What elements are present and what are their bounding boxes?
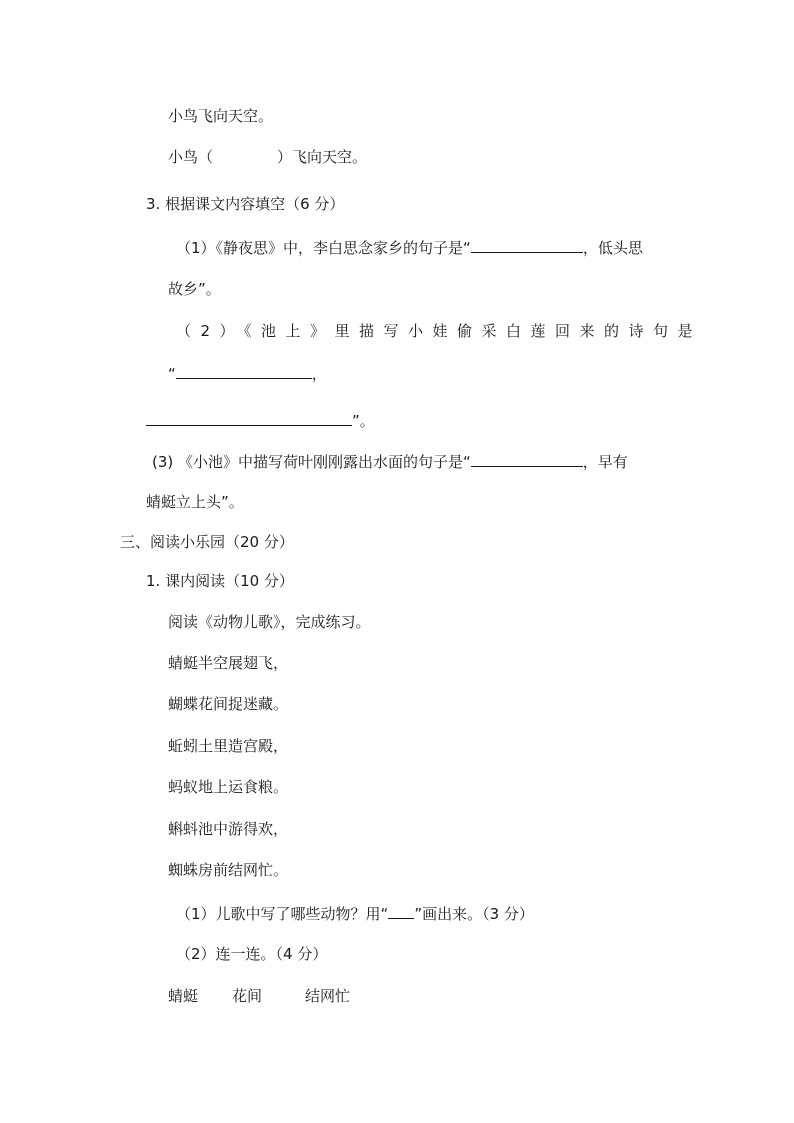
poem-line: 蚯蚓土里造宫殿， bbox=[168, 737, 289, 755]
fill-blank-bird bbox=[168, 147, 367, 167]
question-3-3 bbox=[152, 451, 628, 472]
poem-line: 蜘蛛房前结网忙。 bbox=[168, 861, 289, 879]
section-3-heading: 三、阅读小乐园（20 分） bbox=[120, 533, 294, 551]
question-3-1-suffix: ，低头思 bbox=[582, 239, 643, 257]
question-3-2: （2）《池上》里描写小娃偷采白莲回来的诗句是 bbox=[176, 322, 703, 340]
poem-line: 蝌蚪池中游得欢， bbox=[168, 820, 289, 838]
question-3-2-line2 bbox=[146, 410, 375, 431]
close-quote: ”。 bbox=[352, 412, 375, 430]
question-3-1-cont: 故乡”。 bbox=[168, 280, 221, 298]
answer-blank[interactable] bbox=[176, 363, 312, 379]
question-3-3-suffix: ，早有 bbox=[582, 453, 628, 471]
question-3-3-prefix: (3) 《小池》中描写荷叶刚刚露出水面的句子是“ bbox=[152, 453, 471, 471]
match-item[interactable]: 蜻蜓 bbox=[168, 987, 199, 1005]
answer-blank[interactable] bbox=[471, 237, 583, 253]
reading-1-q1 bbox=[176, 903, 534, 924]
answer-blank[interactable] bbox=[146, 410, 352, 426]
answer-blank[interactable] bbox=[471, 451, 583, 467]
underline-mark bbox=[388, 903, 414, 919]
poem-line: 蝴蝶花间捉迷藏。 bbox=[168, 695, 289, 713]
reading-1-heading: 1. 课内阅读（10 分） bbox=[146, 572, 294, 590]
match-item[interactable]: 结网忙 bbox=[305, 987, 351, 1005]
fill-blank-bird-suffix: ）飞向天空。 bbox=[277, 148, 368, 166]
reading-1-q2: （2）连一连。（4 分） bbox=[176, 945, 328, 963]
question-3-2-line1 bbox=[168, 363, 327, 384]
open-quote: “ bbox=[168, 365, 176, 383]
reading-1-q1-suffix: ”画出来。（3 分） bbox=[414, 905, 534, 923]
fill-blank-bird-prefix: 小鸟（ bbox=[168, 148, 214, 166]
question-3-1-prefix: （1）《静夜思》中，李白思念家乡的句子是“ bbox=[176, 239, 471, 257]
poem-line: 蜻蜓半空展翅飞， bbox=[168, 654, 289, 672]
reading-1-intro: 阅读《动物儿歌》，完成练习。 bbox=[168, 613, 371, 631]
reading-1-q1-prefix: （1）儿歌中写了哪些动物？用“ bbox=[176, 905, 389, 923]
question-3-3-cont: 蜻蜓立上头”。 bbox=[146, 493, 244, 511]
question-3-heading: 3. 根据课文内容填空（6 分） bbox=[146, 195, 345, 213]
comma: ， bbox=[311, 365, 327, 383]
match-item[interactable]: 花间 bbox=[232, 987, 263, 1005]
text-line-bird: 小鸟飞向天空。 bbox=[168, 107, 274, 125]
poem-line: 蚂蚁地上运食粮。 bbox=[168, 778, 289, 796]
question-3-1 bbox=[176, 237, 643, 258]
